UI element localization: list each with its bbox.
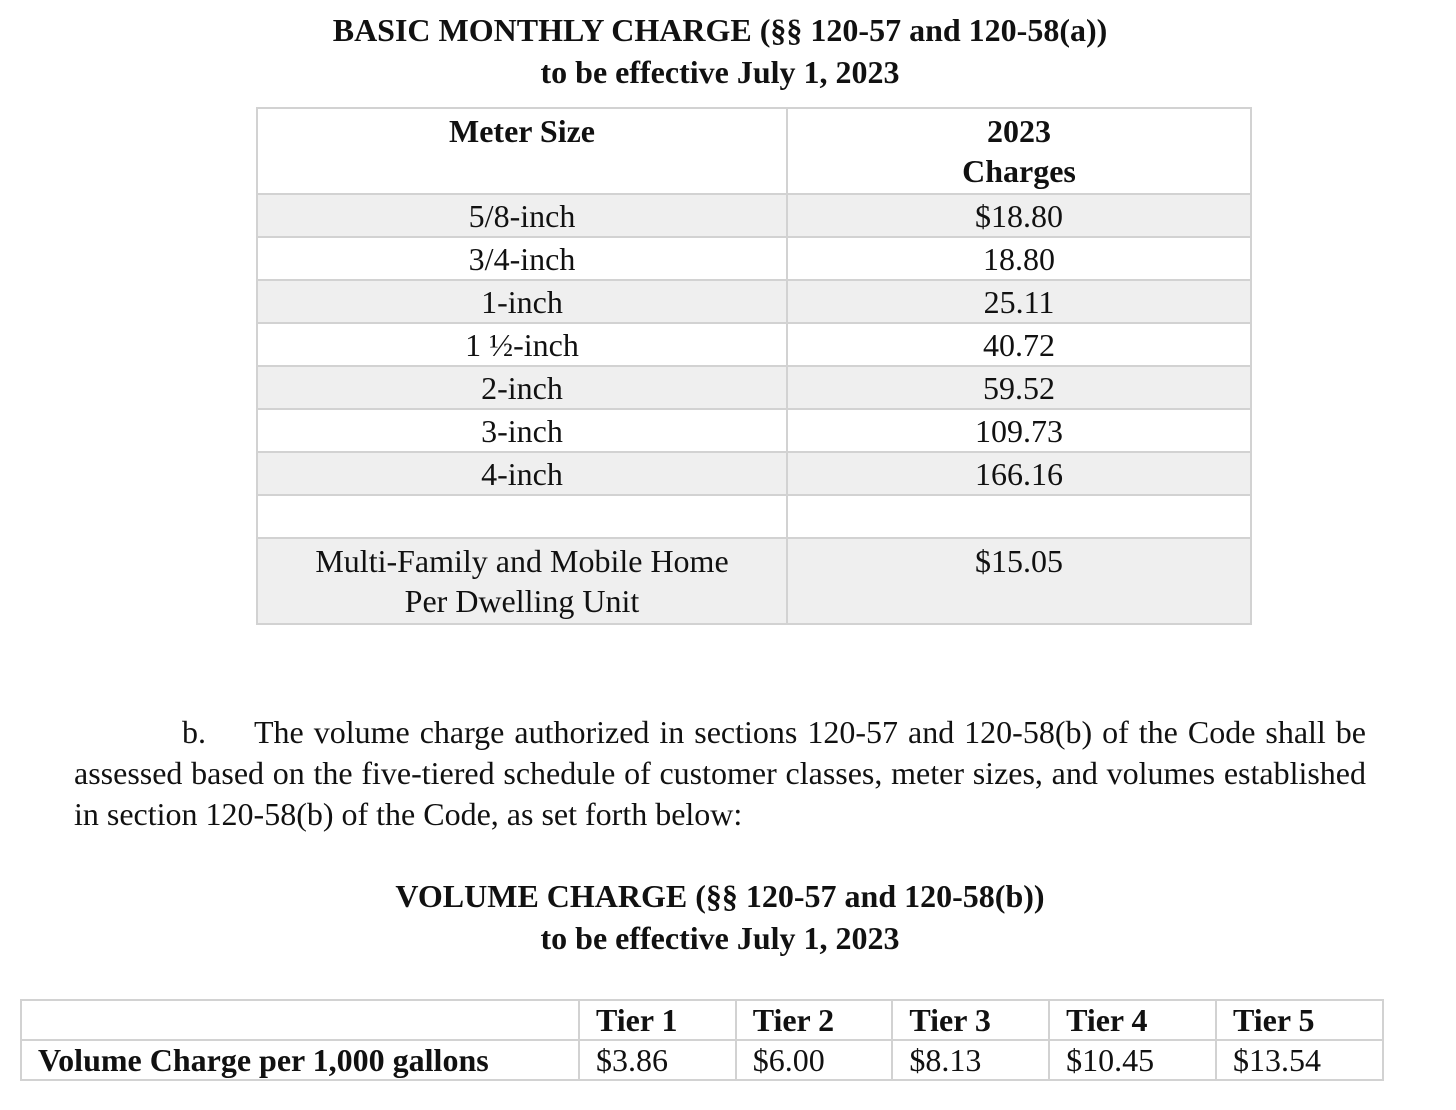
basic-charge-subtitle: to be effective July 1, 2023 xyxy=(540,54,900,90)
basic-charge-heading xyxy=(0,9,1440,93)
multi-family-charge: $15.05 xyxy=(787,538,1251,624)
volume-charge-row xyxy=(21,1040,1383,1080)
tier-value: $6.00 xyxy=(736,1040,893,1080)
volume-charge-label: Volume Charge per 1,000 gallons xyxy=(21,1040,579,1080)
meter-size-header: Meter Size xyxy=(257,108,787,194)
meter-size-cell: 1-inch xyxy=(257,280,787,323)
table-row xyxy=(257,366,1251,409)
charge-cell: $18.80 xyxy=(787,194,1251,237)
basic-charge-title: BASIC MONTHLY CHARGE (§§ 120-57 and 120-58(a)) xyxy=(332,12,1108,48)
multi-family-label-line2: Per Dwelling Unit xyxy=(404,583,640,619)
meter-size-cell: 2-inch xyxy=(257,366,787,409)
meter-size-cell: 1 ½-inch xyxy=(257,323,787,366)
blank-cell xyxy=(257,495,787,538)
charges-header xyxy=(787,108,1251,194)
tier-header: Tier 4 xyxy=(1049,1000,1216,1040)
volume-charge-paragraph xyxy=(74,712,1366,835)
tier-header: Tier 2 xyxy=(736,1000,893,1040)
meter-size-cell: 4-inch xyxy=(257,452,787,495)
table-row xyxy=(257,280,1251,323)
tier-header-row xyxy=(21,1000,1383,1040)
charges-header-label: Charges xyxy=(962,153,1076,189)
table-row xyxy=(257,409,1251,452)
blank-cell xyxy=(787,495,1251,538)
empty-header-cell xyxy=(21,1000,579,1040)
volume-charge-heading xyxy=(0,875,1440,959)
table-row xyxy=(257,194,1251,237)
basic-charge-table xyxy=(256,107,1252,625)
charge-cell: 18.80 xyxy=(787,237,1251,280)
multi-family-label xyxy=(257,538,787,624)
tier-value: $10.45 xyxy=(1049,1040,1216,1080)
meter-size-cell: 5/8-inch xyxy=(257,194,787,237)
table-row xyxy=(257,237,1251,280)
table-header-row xyxy=(257,108,1251,194)
blank-row xyxy=(257,495,1251,538)
tier-value: $8.13 xyxy=(892,1040,1049,1080)
multi-family-row xyxy=(257,538,1251,624)
paragraph-text: The volume charge authorized in sections 120-57 and 120-58(b) of the Code shall be assessed based on the five-tiered schedule of customer classes, meter sizes, and volumes established in section 120-58(b) of the Code, as set forth below: xyxy=(74,714,1366,832)
charges-header-year: 2023 xyxy=(987,113,1051,149)
multi-family-label-line1: Multi-Family and Mobile Home xyxy=(315,543,729,579)
tier-value: $13.54 xyxy=(1216,1040,1383,1080)
paragraph-marker: b. xyxy=(182,714,206,750)
table-row xyxy=(257,323,1251,366)
volume-charge-title: VOLUME CHARGE (§§ 120-57 and 120-58(b)) xyxy=(395,878,1045,914)
charge-cell: 25.11 xyxy=(787,280,1251,323)
volume-charge-subtitle: to be effective July 1, 2023 xyxy=(540,920,900,956)
tier-header: Tier 5 xyxy=(1216,1000,1383,1040)
tier-value: $3.86 xyxy=(579,1040,736,1080)
charge-cell: 166.16 xyxy=(787,452,1251,495)
meter-size-cell: 3/4-inch xyxy=(257,237,787,280)
charge-cell: 109.73 xyxy=(787,409,1251,452)
volume-charge-table xyxy=(20,999,1384,1081)
charge-cell: 59.52 xyxy=(787,366,1251,409)
meter-size-cell: 3-inch xyxy=(257,409,787,452)
tier-header: Tier 3 xyxy=(892,1000,1049,1040)
table-row xyxy=(257,452,1251,495)
charge-cell: 40.72 xyxy=(787,323,1251,366)
tier-header: Tier 1 xyxy=(579,1000,736,1040)
